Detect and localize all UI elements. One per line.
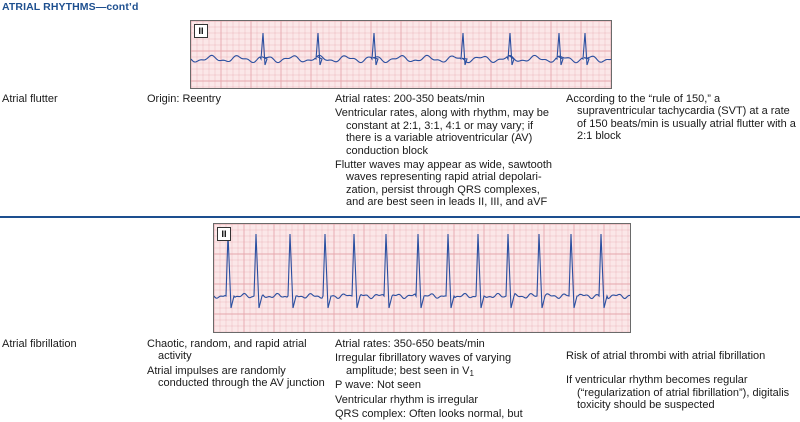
fibrillation-impulses: Atrial impulses are randomly conducted through the AV junction <box>147 364 325 390</box>
flutter-waves: Flutter waves may appear as wide, sawtooth waves representing rapid atrial depolari- zation, persist through QRS complexes, and are best seen in leads II, III, and aVF <box>335 159 553 209</box>
fibrillation-waves <box>335 352 560 377</box>
v1-subscript: 1 <box>469 368 474 378</box>
fibrillation-atrial-rate: Atrial rates: 350-650 beats/min <box>335 338 485 350</box>
lead-label: II <box>194 24 208 38</box>
section-divider <box>0 216 800 218</box>
fibrillation-waves-text: Irregular fibrillatory waves of varying amplitude; best seen in V <box>335 352 512 377</box>
fibrillation-notes <box>566 350 798 414</box>
flutter-description <box>335 93 560 211</box>
fibrillation-digitalis-toxicity: If ventricular rhythm becomes regular (“regularization of atrial fibrillation”), digitalis toxicity should be suspected <box>566 374 790 412</box>
flutter-notes <box>566 93 798 145</box>
flutter-rule-of-150: According to the “rule of 150,” a supraventricular tachycardia (SVT) at a rate of 150 beats/min is usually atrial flutter with a 2:1 block <box>566 93 796 143</box>
flutter-ecg-strip <box>190 20 612 89</box>
lead-label: II <box>217 227 231 241</box>
flutter-atrial-rate: Atrial rates: 200-350 beats/min <box>335 93 485 105</box>
fibrillation-p-wave: P wave: Not seen <box>335 379 422 392</box>
section-header: ATRIAL RHYTHMS—cont’d <box>2 1 139 13</box>
fibrillation-ecg-trace <box>214 224 630 332</box>
fibrillation-origin <box>147 338 332 392</box>
fibrillation-ecg-strip <box>213 223 631 333</box>
fibrillation-thrombi-risk: Risk of atrial thrombi with atrial fibrillation <box>566 350 766 362</box>
fibrillation-chaotic-activity: Chaotic, random, and rapid atrial activity <box>147 338 307 363</box>
fibrillation-name: Atrial fibrillation <box>2 338 77 350</box>
fibrillation-qrs: QRS complex: Often looks normal, but <box>335 408 523 421</box>
flutter-ecg-trace <box>191 21 611 88</box>
fibrillation-ventricular-rhythm: Ventricular rhythm is irregular <box>335 393 479 406</box>
flutter-ventricular-rate: Ventricular rates, along with rhythm, may be constant at 2:1, 3:1, 4:1 or may vary; if there is a variable atrioventricular (AV) conduction block <box>335 107 549 157</box>
fibrillation-description <box>335 338 560 422</box>
flutter-origin: Origin: Reentry <box>147 93 221 105</box>
flutter-name: Atrial flutter <box>2 93 58 105</box>
